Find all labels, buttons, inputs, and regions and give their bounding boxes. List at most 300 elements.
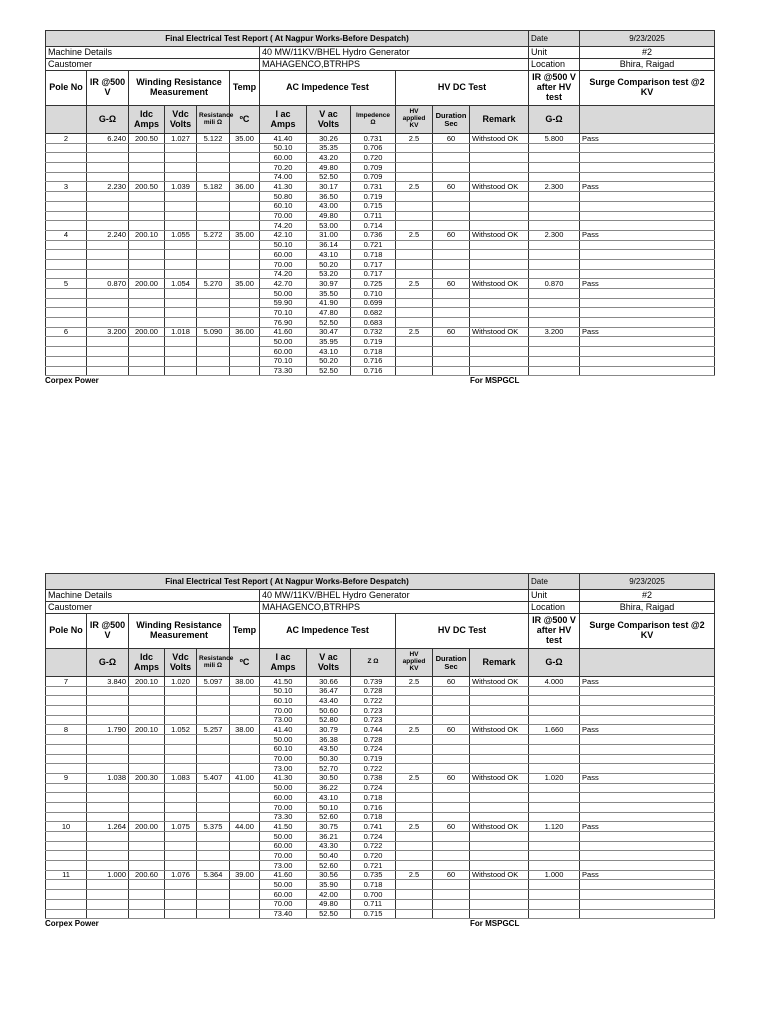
remark-value-cell: Withstood OK bbox=[470, 822, 529, 832]
impedence-value-cell: 0.717 bbox=[351, 269, 396, 279]
vdc-value-cell: 1.039 bbox=[165, 182, 197, 192]
temp-value-cell bbox=[230, 240, 260, 250]
idc-value-cell: 200.10 bbox=[129, 677, 165, 687]
surge-result-cell bbox=[580, 221, 715, 231]
duration-value-cell bbox=[433, 851, 470, 861]
surge-result-cell: Pass bbox=[580, 773, 715, 783]
hv-applied-value-cell bbox=[396, 250, 433, 260]
ir-value-cell bbox=[87, 153, 129, 163]
machine-details-label: Machine Details bbox=[46, 47, 260, 59]
impedence-value-cell: 0.736 bbox=[351, 230, 396, 240]
idc-value-cell bbox=[129, 696, 165, 706]
iac-value-cell: 70.00 bbox=[260, 259, 307, 269]
vdc-subheader: Vdc Volts bbox=[165, 649, 197, 677]
resistance-value-cell bbox=[197, 899, 230, 909]
temp-value-cell bbox=[230, 841, 260, 851]
ir-after-value-cell bbox=[529, 298, 580, 308]
ir-value-cell: 3.840 bbox=[87, 677, 129, 687]
test-report-table bbox=[45, 30, 715, 376]
hv-applied-value-cell bbox=[396, 143, 433, 153]
idc-value-cell bbox=[129, 289, 165, 299]
vdc-value-cell: 1.052 bbox=[165, 725, 197, 735]
iac-value-cell: 59.90 bbox=[260, 298, 307, 308]
report-footer bbox=[45, 376, 714, 386]
ir-after-value-cell bbox=[529, 289, 580, 299]
vac-value-cell: 43.10 bbox=[307, 793, 351, 803]
resistance-value-cell: 5.257 bbox=[197, 725, 230, 735]
duration-value-cell: 60 bbox=[433, 822, 470, 832]
remark-value-cell bbox=[470, 890, 529, 900]
ir-value-cell bbox=[87, 298, 129, 308]
duration-value-cell bbox=[433, 696, 470, 706]
vdc-subheader: Vdc Volts bbox=[165, 106, 197, 134]
pole-number-cell bbox=[46, 686, 87, 696]
pole-number-cell: 8 bbox=[46, 725, 87, 735]
idc-value-cell: 200.00 bbox=[129, 279, 165, 289]
pole-number-cell: 9 bbox=[46, 773, 87, 783]
surge-result-cell bbox=[580, 318, 715, 328]
remark-value-cell bbox=[470, 802, 529, 812]
vac-value-cell: 43.20 bbox=[307, 153, 351, 163]
ir-value-cell bbox=[87, 172, 129, 182]
unit-label: Unit bbox=[529, 47, 580, 59]
impedence-value-cell: 0.724 bbox=[351, 744, 396, 754]
temp-value-cell bbox=[230, 802, 260, 812]
resistance-value-cell bbox=[197, 192, 230, 202]
vac-value-cell: 50.20 bbox=[307, 356, 351, 366]
ir-value-cell bbox=[87, 802, 129, 812]
impedence-value-cell: 0.718 bbox=[351, 250, 396, 260]
impedence-value-cell: 0.720 bbox=[351, 851, 396, 861]
idc-value-cell: 200.50 bbox=[129, 182, 165, 192]
vac-value-cell: 30.79 bbox=[307, 725, 351, 735]
iac-value-cell: 50.00 bbox=[260, 735, 307, 745]
vdc-value-cell bbox=[165, 812, 197, 822]
resistance-value-cell bbox=[197, 715, 230, 725]
surge-result-cell bbox=[580, 754, 715, 764]
table-row bbox=[46, 337, 715, 347]
iac-value-cell: 73.30 bbox=[260, 366, 307, 376]
idc-value-cell bbox=[129, 318, 165, 328]
vac-value-cell: 49.80 bbox=[307, 163, 351, 173]
duration-value-cell: 60 bbox=[433, 327, 470, 337]
ir-value-cell: 0.870 bbox=[87, 279, 129, 289]
iac-value-cell: 50.10 bbox=[260, 143, 307, 153]
temp-value-cell bbox=[230, 192, 260, 202]
location-value: Bhira, Raigad bbox=[580, 602, 715, 614]
table-row bbox=[46, 240, 715, 250]
footer-company: Corpex Power bbox=[45, 919, 99, 929]
idc-value-cell bbox=[129, 356, 165, 366]
duration-value-cell bbox=[433, 832, 470, 842]
duration-value-cell bbox=[433, 899, 470, 909]
table-row bbox=[46, 182, 715, 192]
resistance-value-cell bbox=[197, 153, 230, 163]
resistance-value-cell bbox=[197, 163, 230, 173]
hv-applied-value-cell bbox=[396, 318, 433, 328]
remark-value-cell bbox=[470, 211, 529, 221]
resistance-value-cell bbox=[197, 735, 230, 745]
iac-subheader: I ac Amps bbox=[260, 649, 307, 677]
impedence-subheader: Z Ω bbox=[351, 649, 396, 677]
surge-result-cell bbox=[580, 250, 715, 260]
impedence-value-cell: 0.719 bbox=[351, 337, 396, 347]
impedence-value-cell: 0.716 bbox=[351, 802, 396, 812]
temp-value-cell bbox=[230, 250, 260, 260]
hv-applied-value-cell bbox=[396, 754, 433, 764]
resistance-value-cell bbox=[197, 793, 230, 803]
table-row bbox=[46, 802, 715, 812]
idc-value-cell bbox=[129, 259, 165, 269]
remark-value-cell bbox=[470, 240, 529, 250]
duration-value-cell bbox=[433, 318, 470, 328]
impedence-value-cell: 0.744 bbox=[351, 725, 396, 735]
vdc-value-cell bbox=[165, 783, 197, 793]
pole-number-cell bbox=[46, 221, 87, 231]
table-row bbox=[46, 764, 715, 774]
pole-number-cell: 11 bbox=[46, 870, 87, 880]
ir-value-cell bbox=[87, 308, 129, 318]
hv-applied-value-cell bbox=[396, 744, 433, 754]
idc-value-cell bbox=[129, 909, 165, 919]
vdc-value-cell bbox=[165, 221, 197, 231]
unit-label: Unit bbox=[529, 590, 580, 602]
ir-value-cell bbox=[87, 289, 129, 299]
temp-value-cell bbox=[230, 347, 260, 357]
temp-value-cell: 38.00 bbox=[230, 725, 260, 735]
temp-value-cell bbox=[230, 783, 260, 793]
ir-after-value-cell: 3.200 bbox=[529, 327, 580, 337]
vdc-value-cell bbox=[165, 143, 197, 153]
resistance-value-cell: 5.090 bbox=[197, 327, 230, 337]
temp-value-cell: 39.00 bbox=[230, 870, 260, 880]
temp-value-cell bbox=[230, 153, 260, 163]
ir-after-unit-subheader: G-Ω bbox=[529, 649, 580, 677]
ir-value-cell bbox=[87, 318, 129, 328]
remark-subheader: Remark bbox=[470, 106, 529, 134]
vdc-value-cell: 1.076 bbox=[165, 870, 197, 880]
resistance-value-cell bbox=[197, 764, 230, 774]
vac-value-cell: 50.20 bbox=[307, 259, 351, 269]
vac-value-cell: 35.35 bbox=[307, 143, 351, 153]
idc-value-cell: 200.00 bbox=[129, 822, 165, 832]
hv-applied-value-cell bbox=[396, 735, 433, 745]
pole-number-cell: 7 bbox=[46, 677, 87, 687]
surge-result-cell bbox=[580, 696, 715, 706]
vac-value-cell: 36.50 bbox=[307, 192, 351, 202]
ir-after-value-cell: 1.020 bbox=[529, 773, 580, 783]
resistance-value-cell: 5.097 bbox=[197, 677, 230, 687]
remark-value-cell bbox=[470, 851, 529, 861]
remark-value-cell bbox=[470, 793, 529, 803]
hv-dc-header: HV DC Test bbox=[396, 71, 529, 106]
remark-value-cell bbox=[470, 832, 529, 842]
resistance-value-cell bbox=[197, 240, 230, 250]
ir-value-cell bbox=[87, 240, 129, 250]
remark-value-cell: Withstood OK bbox=[470, 327, 529, 337]
surge-result-cell bbox=[580, 240, 715, 250]
temp-value-cell bbox=[230, 744, 260, 754]
machine-details-label: Machine Details bbox=[46, 590, 260, 602]
temp-value-cell bbox=[230, 793, 260, 803]
temp-value-cell bbox=[230, 221, 260, 231]
ir-after-value-cell bbox=[529, 269, 580, 279]
hv-applied-value-cell bbox=[396, 706, 433, 716]
iac-value-cell: 41.30 bbox=[260, 182, 307, 192]
ir-value-cell bbox=[87, 686, 129, 696]
remark-value-cell: Withstood OK bbox=[470, 725, 529, 735]
impedence-value-cell: 0.706 bbox=[351, 143, 396, 153]
remark-value-cell bbox=[470, 289, 529, 299]
report-sheet-1 bbox=[45, 30, 714, 386]
vac-value-cell: 36.14 bbox=[307, 240, 351, 250]
remark-value-cell bbox=[470, 812, 529, 822]
temp-value-cell bbox=[230, 163, 260, 173]
ir-value-cell bbox=[87, 163, 129, 173]
vac-value-cell: 43.40 bbox=[307, 696, 351, 706]
vdc-value-cell bbox=[165, 744, 197, 754]
impedence-subheader: Impedence Ω bbox=[351, 106, 396, 134]
vdc-value-cell bbox=[165, 764, 197, 774]
vac-value-cell: 35.50 bbox=[307, 289, 351, 299]
table-row bbox=[46, 347, 715, 357]
hv-applied-value-cell: 2.5 bbox=[396, 279, 433, 289]
pole-number-cell: 4 bbox=[46, 230, 87, 240]
hv-applied-value-cell bbox=[396, 308, 433, 318]
vac-value-cell: 35.95 bbox=[307, 337, 351, 347]
iac-value-cell: 60.10 bbox=[260, 744, 307, 754]
vac-value-cell: 43.00 bbox=[307, 201, 351, 211]
table-row bbox=[46, 259, 715, 269]
idc-value-cell bbox=[129, 221, 165, 231]
vac-value-cell: 30.26 bbox=[307, 134, 351, 144]
vac-value-cell: 30.97 bbox=[307, 279, 351, 289]
pole-number-cell bbox=[46, 715, 87, 725]
remark-value-cell bbox=[470, 192, 529, 202]
temp-value-cell: 41.00 bbox=[230, 773, 260, 783]
resistance-value-cell bbox=[197, 783, 230, 793]
hv-applied-value-cell bbox=[396, 841, 433, 851]
winding-resistance-header: Winding Resistance Measurement bbox=[129, 614, 230, 649]
date-value: 9/23/2025 bbox=[580, 31, 715, 47]
remark-value-cell: Withstood OK bbox=[470, 870, 529, 880]
remark-value-cell bbox=[470, 686, 529, 696]
resistance-value-cell bbox=[197, 259, 230, 269]
iac-value-cell: 70.00 bbox=[260, 851, 307, 861]
duration-subheader: Duration Sec bbox=[433, 649, 470, 677]
hv-dc-header: HV DC Test bbox=[396, 614, 529, 649]
pole-number-cell bbox=[46, 735, 87, 745]
temp-value-cell bbox=[230, 812, 260, 822]
vdc-value-cell bbox=[165, 259, 197, 269]
degc-subheader: ºC bbox=[230, 106, 260, 134]
surge-result-cell: Pass bbox=[580, 822, 715, 832]
impedence-value-cell: 0.718 bbox=[351, 347, 396, 357]
customer-value: MAHAGENCO,BTRHPS bbox=[260, 59, 529, 71]
ir-value-cell bbox=[87, 909, 129, 919]
vdc-value-cell bbox=[165, 841, 197, 851]
surge-result-cell bbox=[580, 269, 715, 279]
hv-applied-value-cell bbox=[396, 366, 433, 376]
ir-value-cell bbox=[87, 201, 129, 211]
ir-value-cell bbox=[87, 366, 129, 376]
remark-value-cell bbox=[470, 356, 529, 366]
resistance-subheader: Resistance mili Ω bbox=[197, 649, 230, 677]
ir-after-value-cell bbox=[529, 221, 580, 231]
temp-value-cell bbox=[230, 318, 260, 328]
iac-value-cell: 76.90 bbox=[260, 318, 307, 328]
remark-value-cell bbox=[470, 153, 529, 163]
vdc-value-cell bbox=[165, 861, 197, 871]
iac-value-cell: 70.20 bbox=[260, 163, 307, 173]
resistance-value-cell bbox=[197, 211, 230, 221]
pole-number-cell: 10 bbox=[46, 822, 87, 832]
ir-after-value-cell bbox=[529, 832, 580, 842]
impedence-value-cell: 0.725 bbox=[351, 279, 396, 289]
table-row bbox=[46, 793, 715, 803]
idc-value-cell: 200.10 bbox=[129, 725, 165, 735]
hv-applied-value-cell bbox=[396, 347, 433, 357]
location-label: Location bbox=[529, 602, 580, 614]
pole-number-cell bbox=[46, 696, 87, 706]
iac-value-cell: 60.00 bbox=[260, 347, 307, 357]
ir-after-value-cell bbox=[529, 764, 580, 774]
remark-value-cell bbox=[470, 735, 529, 745]
temp-value-cell bbox=[230, 861, 260, 871]
ir-after-value-cell: 1.120 bbox=[529, 822, 580, 832]
pole-number-cell: 6 bbox=[46, 327, 87, 337]
duration-value-cell bbox=[433, 909, 470, 919]
vdc-value-cell bbox=[165, 696, 197, 706]
idc-value-cell: 200.60 bbox=[129, 870, 165, 880]
iac-value-cell: 70.00 bbox=[260, 706, 307, 716]
hv-applied-value-cell bbox=[396, 172, 433, 182]
footer-client: For MSPGCL bbox=[470, 919, 520, 929]
ir-value-cell bbox=[87, 192, 129, 202]
remark-value-cell bbox=[470, 298, 529, 308]
hv-applied-value-cell: 2.5 bbox=[396, 327, 433, 337]
table-row bbox=[46, 909, 715, 919]
remark-value-cell bbox=[470, 696, 529, 706]
hv-applied-value-cell bbox=[396, 240, 433, 250]
ac-impedence-header: AC Impedence Test bbox=[260, 614, 396, 649]
duration-value-cell: 60 bbox=[433, 182, 470, 192]
vac-value-cell: 36.22 bbox=[307, 783, 351, 793]
surge-comparison-header: Surge Comparison test @2 KV bbox=[580, 71, 715, 106]
impedence-value-cell: 0.711 bbox=[351, 211, 396, 221]
impedence-value-cell: 0.721 bbox=[351, 861, 396, 871]
iac-value-cell: 41.40 bbox=[260, 134, 307, 144]
vdc-value-cell bbox=[165, 909, 197, 919]
hv-applied-value-cell bbox=[396, 269, 433, 279]
ir-value-cell bbox=[87, 890, 129, 900]
resistance-value-cell bbox=[197, 172, 230, 182]
surge-result-cell bbox=[580, 735, 715, 745]
surge-result-cell bbox=[580, 211, 715, 221]
table-row bbox=[46, 899, 715, 909]
iac-value-cell: 70.00 bbox=[260, 899, 307, 909]
duration-subheader: Duration Sec bbox=[433, 106, 470, 134]
impedence-value-cell: 0.715 bbox=[351, 201, 396, 211]
pole-number-cell bbox=[46, 211, 87, 221]
hv-applied-value-cell bbox=[396, 192, 433, 202]
pole-number-cell bbox=[46, 783, 87, 793]
resistance-subheader: Resistance mili Ω bbox=[197, 106, 230, 134]
impedence-value-cell: 0.709 bbox=[351, 172, 396, 182]
pole-number-cell bbox=[46, 308, 87, 318]
vac-value-cell: 52.60 bbox=[307, 812, 351, 822]
hv-applied-value-cell bbox=[396, 211, 433, 221]
winding-resistance-header: Winding Resistance Measurement bbox=[129, 71, 230, 106]
ir-value-cell bbox=[87, 832, 129, 842]
resistance-value-cell: 5.270 bbox=[197, 279, 230, 289]
surge-result-cell: Pass bbox=[580, 677, 715, 687]
vac-value-cell: 52.50 bbox=[307, 318, 351, 328]
impedence-value-cell: 0.732 bbox=[351, 327, 396, 337]
impedence-value-cell: 0.716 bbox=[351, 356, 396, 366]
vdc-value-cell bbox=[165, 735, 197, 745]
iac-value-cell: 50.10 bbox=[260, 240, 307, 250]
ir-after-hv-header: IR @500 V after HV test bbox=[529, 71, 580, 106]
footer-client: For MSPGCL bbox=[470, 376, 520, 386]
temp-value-cell: 36.00 bbox=[230, 327, 260, 337]
vac-value-cell: 50.30 bbox=[307, 754, 351, 764]
ir-after-value-cell bbox=[529, 851, 580, 861]
temp-value-cell bbox=[230, 754, 260, 764]
impedence-value-cell: 0.682 bbox=[351, 308, 396, 318]
temp-header: Temp bbox=[230, 614, 260, 649]
table-row bbox=[46, 211, 715, 221]
ir-value-cell bbox=[87, 143, 129, 153]
duration-value-cell: 60 bbox=[433, 870, 470, 880]
surge-result-cell: Pass bbox=[580, 230, 715, 240]
hv-applied-value-cell bbox=[396, 259, 433, 269]
vdc-value-cell: 1.055 bbox=[165, 230, 197, 240]
iac-value-cell: 73.00 bbox=[260, 764, 307, 774]
vdc-value-cell: 1.027 bbox=[165, 134, 197, 144]
ir-value-cell bbox=[87, 337, 129, 347]
resistance-value-cell bbox=[197, 812, 230, 822]
duration-value-cell bbox=[433, 754, 470, 764]
table-row bbox=[46, 754, 715, 764]
remark-value-cell bbox=[470, 337, 529, 347]
remark-value-cell bbox=[470, 706, 529, 716]
pole-no-subheader bbox=[46, 649, 87, 677]
idc-value-cell bbox=[129, 153, 165, 163]
ir-after-value-cell bbox=[529, 337, 580, 347]
resistance-value-cell bbox=[197, 880, 230, 890]
table-row bbox=[46, 327, 715, 337]
temp-value-cell bbox=[230, 899, 260, 909]
vdc-value-cell bbox=[165, 308, 197, 318]
duration-value-cell bbox=[433, 783, 470, 793]
temp-value-cell bbox=[230, 735, 260, 745]
temp-value-cell bbox=[230, 308, 260, 318]
duration-value-cell bbox=[433, 308, 470, 318]
impedence-value-cell: 0.715 bbox=[351, 909, 396, 919]
pole-number-cell bbox=[46, 802, 87, 812]
surge-result-cell: Pass bbox=[580, 327, 715, 337]
idc-value-cell bbox=[129, 366, 165, 376]
ac-impedence-header: AC Impedence Test bbox=[260, 71, 396, 106]
vdc-value-cell bbox=[165, 366, 197, 376]
table-row bbox=[46, 725, 715, 735]
table-row bbox=[46, 870, 715, 880]
pole-number-cell bbox=[46, 880, 87, 890]
location-value: Bhira, Raigad bbox=[580, 59, 715, 71]
surge-result-cell bbox=[580, 308, 715, 318]
table-row bbox=[46, 706, 715, 716]
